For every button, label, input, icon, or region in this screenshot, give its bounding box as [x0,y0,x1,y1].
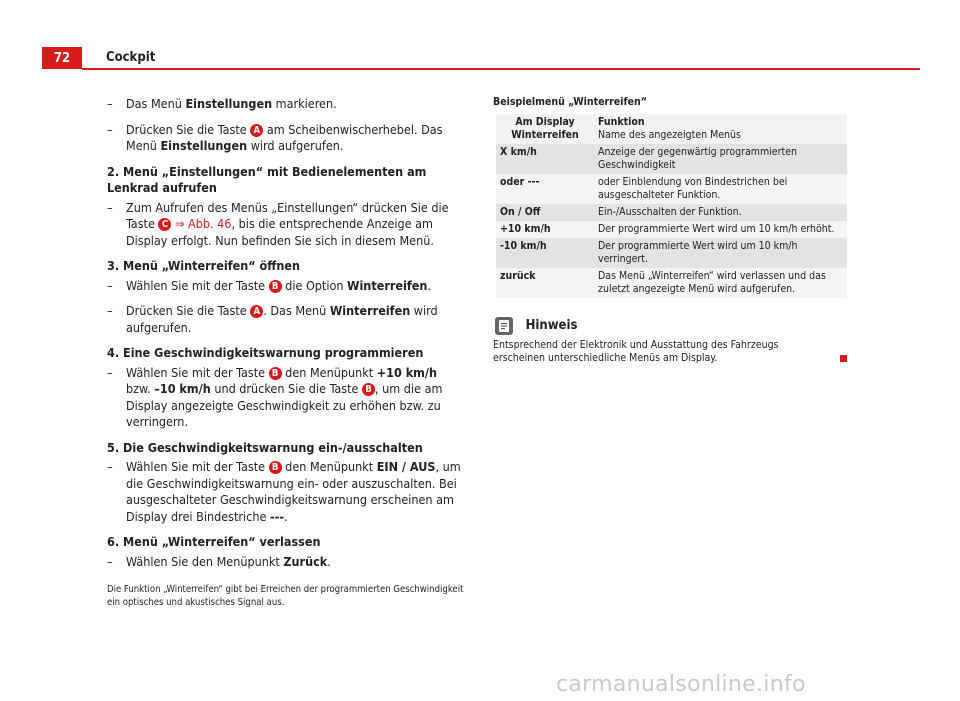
section-title: Cockpit [106,50,156,65]
row-key: +10 km/h [496,221,594,238]
step-text: Wählen Sie den Menüpunkt [126,553,284,569]
column-header-title: Funktion [598,116,645,128]
step-text: Wählen Sie mit der Taste [126,364,269,380]
section-heading: 3. Menü „Winterreifen“ öffnen [107,258,301,273]
table-title: Beispielmenü „Winterreifen“ [493,96,647,108]
list-dash: – [107,277,113,293]
section-heading: 2. Menü „Einstellungen“ mit Bedienelementen am Lenkrad aufrufen [107,163,427,195]
step-text: , um die Geschwindigkeitswarnung ein- oder auszuschalten. Bei ausgeschalteter Geschwindigkeitswarnung erscheinen am Display drei Bindestriche [126,459,461,524]
step-text: wird aufgerufen. [126,303,438,335]
list-dash: – [107,553,113,569]
table-row [496,144,847,174]
row-key: On / Off [496,204,594,221]
row-key: X km/h [496,144,594,174]
menu-term: EIN / AUS [376,459,436,474]
row-description: Der programmierte Wert wird um 10 km/h erhöht. [594,221,847,238]
step-text: Zum Aufrufen des Menüs „Einstellungen“ drücken Sie die Taste [126,199,449,231]
menu-term: Zurück [283,553,328,569]
row-description: Anzeige der gegenwärtig programmierten Geschwindigkeit [594,144,847,174]
list-dash: – [107,96,113,111]
step-text: Drücken Sie die Taste [126,303,251,318]
column-header-function [594,114,847,144]
step-text: bzw. [126,381,155,396]
row-description: Ein-/Ausschalten der Funktion. [594,204,847,221]
menu-term: Einstellungen [160,138,248,153]
row-key: oder --- [496,174,594,204]
button-c-badge: C [158,218,171,231]
step-item [107,278,465,295]
column-header-display: Am Display Winterreifen [496,114,594,144]
table-row [496,204,847,221]
section-heading: 4. Eine Geschwindigkeitswarnung programmieren [107,345,424,360]
step-text: den Menüpunkt [281,459,377,474]
table-row [496,238,847,268]
button-a-badge: A [250,305,263,318]
page-number: 72 [42,47,82,69]
step-item [107,459,465,525]
step-item [107,122,465,155]
menu-table [496,114,847,298]
menu-term: –10 km/h [154,381,211,396]
list-dash: – [107,364,113,380]
row-key: zurück [496,268,594,298]
step-text: . [284,508,288,524]
note-icon [495,317,513,335]
step-text: die Option [281,277,348,293]
step-item [107,554,465,571]
button-b-badge: B [269,367,282,380]
step-text: . [427,277,432,293]
step-text: wird aufgerufen. [247,138,344,153]
list-dash: – [107,459,113,474]
button-b-badge: B [362,383,375,396]
table-row [496,268,847,298]
instructions-column [107,96,465,609]
step-text: Das Menü [126,96,186,111]
step-text: . [327,553,331,569]
menu-reference-column [493,96,847,365]
step-text: am Scheibenwischerhebel. Das Menü [126,121,443,153]
section-heading: 6. Menü „Winterreifen“ verlassen [107,534,321,549]
step-text: Drücken Sie die Taste [126,121,251,137]
row-description: Das Menü „Winterreifen“ wird verlassen und das zuletzt angezeigte Menü wird aufgerufen. [594,268,847,298]
row-description: oder Einblendung von Bindestrichen bei ausgeschalteter Funktion. [594,174,847,204]
column-header-subtitle: Name des angezeigten Menüs [598,129,741,141]
step-text: , um die am Display angezeigte Geschwindigkeit zu erhöhen bzw. zu verringern. [126,381,443,429]
list-dash: – [107,199,113,215]
button-b-badge: B [269,461,282,474]
note-title: Hinweis [525,318,578,333]
menu-term: Einstellungen [185,96,273,111]
menu-term: --- [269,508,284,524]
section-heading: 5. Die Geschwindigkeitswarnung ein-/ausschalten [107,439,423,455]
footnote: Die Funktion „Winterreifen“ gibt bei Erreichen der programmierten Geschwindigkeit ein optisches und akustisches Signal aus. [107,584,464,608]
header-divider [82,68,920,70]
list-dash: – [107,121,113,137]
step-text: , bis die entsprechende Anzeige am Display erfolgt. Nun befinden Sie sich in diesem Menü. [126,216,434,248]
button-a-badge: A [250,124,263,137]
row-description: Der programmierte Wert wird um 10 km/h verringert. [594,238,847,268]
table-row [496,221,847,238]
step-text: den Menüpunkt [281,364,377,380]
step-text: und drücken Sie die Taste [210,381,363,396]
note-box [493,315,847,365]
step-text: markieren. [272,96,337,111]
step-text: . Das Menü [263,303,330,318]
menu-term: +10 km/h [376,364,438,380]
step-item [107,200,465,250]
list-dash: – [107,303,113,318]
step-item [107,96,465,113]
button-b-badge: B [269,280,282,293]
step-item [107,303,465,336]
table-row [496,174,847,204]
step-item [107,365,465,431]
step-text: Wählen Sie mit der Taste [126,459,269,474]
table-header-row [496,114,847,144]
row-key: -10 km/h [496,238,594,268]
figure-reference-link[interactable]: ⇒ Abb. 46 [171,216,232,231]
step-text: Wählen Sie mit der Taste [126,277,269,293]
menu-term: Winterreifen [347,277,428,293]
menu-term: Winterreifen [329,303,411,318]
note-text: Entsprechend der Elektronik und Ausstattung des Fahrzeugs erscheinen unterschiedliche Menüs am Display. [493,338,779,364]
watermark: carmanualsonline.info [556,672,806,697]
end-of-section-marker [840,355,847,362]
